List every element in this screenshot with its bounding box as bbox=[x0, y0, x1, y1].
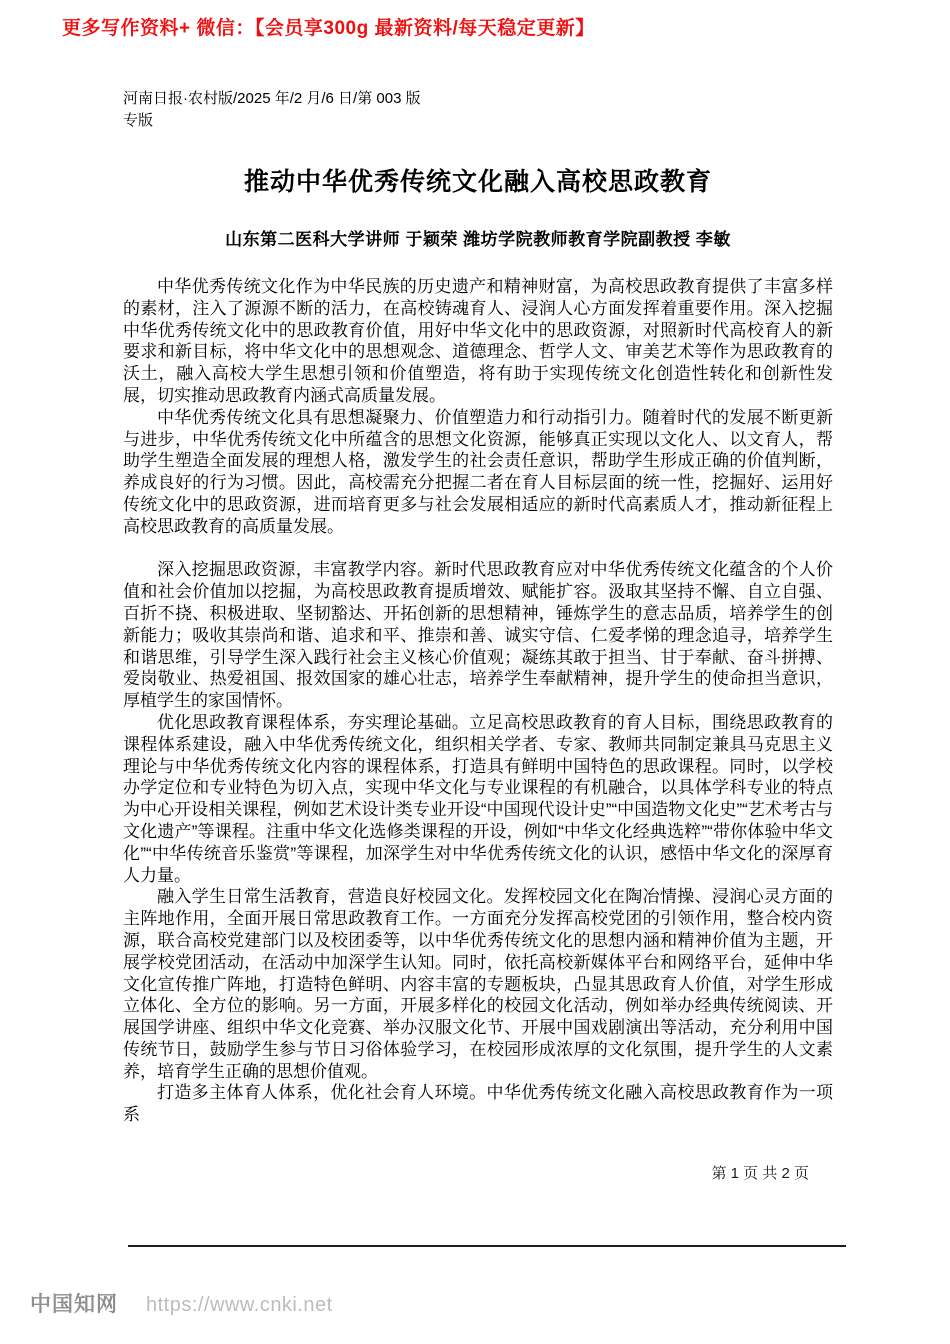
source-line-section: 专版 bbox=[123, 112, 154, 129]
page-number-indicator: 第 1 页 共 2 页 bbox=[711, 1165, 809, 1183]
cnki-watermark bbox=[30, 1288, 333, 1318]
source-block bbox=[123, 88, 833, 132]
cnki-url: https://www.cnki.net bbox=[146, 1294, 333, 1316]
article-body bbox=[123, 276, 833, 1126]
source-line-publication: 河南日报·农村版/2025 年/2 月/6 日/第 003 版 bbox=[123, 90, 421, 107]
cnki-logo-text: 中国知网 bbox=[30, 1293, 118, 1316]
paragraph-3: 深入挖掘思政资源，丰富教学内容。新时代思政教育应对中华优秀传统文化蕴含的个人价值和社会价值加以挖掘，为高校思政教育提质增效、赋能扩容。汲取其坚持不懈、自立自强、百折不挠、积极进取、坚韧豁达、开拓创新的思想精神，锤炼学生的意志品质，培养学生的创新能力；吸收其崇尚和谐、追求和平、推崇和善、诚实守信、仁爱孝悌的理念追寻，培养学生和谐思维，引导学生深入践行社会主义核心价值观；凝练其敢于担当、甘于奉献、奋斗拼搏、爱岗敬业、热爱祖国、报效国家的雄心壮志，培养学生奉献精神，提升学生的使命担当意识，厚植学生的家国情怀。 bbox=[123, 560, 833, 711]
paragraph-1: 中华优秀传统文化作为中华民族的历史遗产和精神财富，为高校思政教育提供了丰富多样的素材，注入了源源不断的活力，在高校铸魂育人、浸润人心方面发挥着重要作用。深入挖掘中华优秀传统文化中的思政教育价值，用好中华文化中的思政资源，对照新时代高校育人的新要求和新目标，将中华文化中的思想观念、道德理念、哲学人文、审美艺术等作为思政教育的沃土，融入高校大学生思想引领和价值塑造，将有助于实现传统文化创造性转化和创新性发展，切实推动思政教育内涵式高质量发展。 bbox=[123, 277, 833, 405]
paragraph-4: 优化思政教育课程体系，夯实理论基础。立足高校思政教育的育人目标，围绕思政教育的课程体系建设，融入中华优秀传统文化，组织相关学者、专家、教师共同制定兼具马克思主义理论与中华优秀传统文化内容的课程体系，打造具有鲜明中国特色的思政课程。同时，以学校办学定位和专业特色为切入点，实现中华文化与专业课程的有机融合，以具体学科专业的特点为中心开设相关课程，例如艺术设计类专业开设“中国现代设计史”“中国造物文化史”“艺术考古与文化遗产”等课程。注重中华文化选修类课程的开设，例如“中华文化经典选粹”“带你体验中华文化”“中华传统音乐鉴赏”等课程，加深学生对中华优秀传统文化的认识，感悟中华文化的深厚育人力量。 bbox=[123, 712, 833, 885]
promo-banner-text: 更多写作资料+ 微信：【会员享300g 最新资料/每天稳定更新】 bbox=[62, 18, 595, 39]
paragraph-6: 打造多主体育人体系，优化社会育人环境。中华优秀传统文化融入高校思政教育作为一项系 bbox=[123, 1083, 833, 1125]
footer-divider-line bbox=[128, 1245, 846, 1247]
paragraph-2: 中华优秀传统文化具有思想凝聚力、价值塑造力和行动指引力。随着时代的发展不断更新与进步，中华优秀传统文化中所蕴含的思想文化资源，能够真正实现以文化人、以文育人，帮助学生塑造全面发展的理想人格，激发学生的社会责任意识，帮助学生形成正确的价值判断，养成良好的行为习惯。因此，高校需充分把握二者在育人目标层面的统一性，挖掘好、运用好传统文化中的思政资源，进而培育更多与社会发展相适应的新时代高素质人才，推动新征程上高校思政教育的高质量发展。 bbox=[123, 407, 833, 536]
article-title: 推动中华优秀传统文化融入高校思政教育 bbox=[243, 168, 712, 196]
article-authors: 山东第二医科大学讲师 于颖荣 潍坊学院教师教育学院副教授 李敏 bbox=[225, 230, 731, 249]
paragraph-5: 融入学生日常生活教育，营造良好校园文化。发挥校园文化在陶冶情操、浸润心灵方面的主阵地作用，全面开展日常思政教育工作。一方面充分发挥高校党团的引领作用，整合校内资源，联合高校党建部门以及校团委等，以中华优秀传统文化的思想内涵和精神价值为主题，开展学校党团活动，在活动中加深学生认知。同时，依托高校新媒体平台和网络平台，延伸中华文化宣传推广阵地，打造特色鲜明、内容丰富的专题板块，凸显其思政育人价值，对学生形成立体化、全方位的影响。另一方面，开展多样化的校园文化活动，例如举办经典传统阅读、开展国学讲座、组织中华文化竞赛、举办汉服文化节、开展中国戏剧演出等活动，充分利用中国传统节日，鼓励学生参与节日习俗体验学习，在校园形成浓厚的文化氛围，提升学生的人文素养，培育学生正确的思想价值观。 bbox=[123, 887, 833, 1081]
document-page bbox=[123, 88, 833, 1183]
